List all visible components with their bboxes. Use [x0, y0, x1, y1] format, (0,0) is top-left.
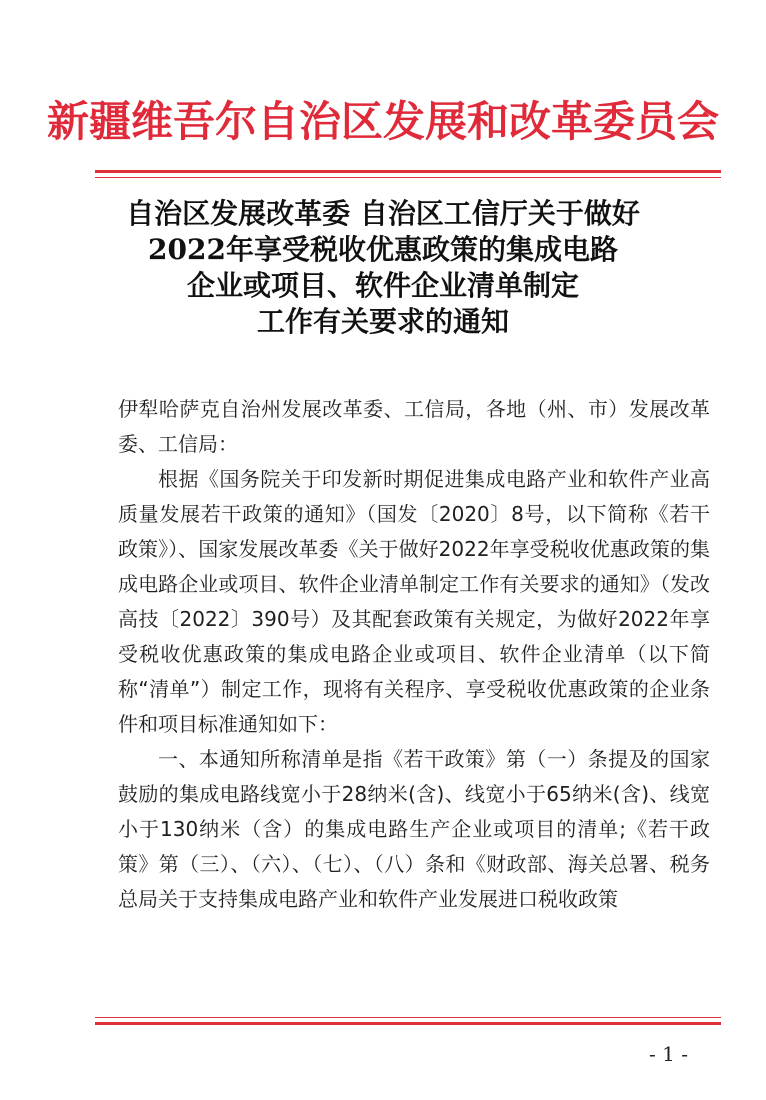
- salutation: 伊犁哈萨克自治州发展改革委、工信局，各地（州、市）发展改革委、工信局：: [118, 397, 710, 456]
- letterhead-rule-thin: [95, 177, 721, 178]
- footer-rule-thick: [95, 1022, 721, 1025]
- footer-rule-thin: [95, 1017, 721, 1018]
- document-title: [0, 196, 766, 340]
- title-line: 2022年享受税收优惠政策的集成电路: [148, 233, 618, 266]
- letterhead-rule-thick: [95, 170, 721, 173]
- title-line: 企业或项目、软件企业清单制定: [186, 269, 579, 302]
- body-paragraph: 一、本通知所称清单是指《若干政策》第（一）条提及的国家鼓励的集成电路线宽小于28纳米(含)、线宽小于65纳米(含)、线宽小于130纳米（含）的集成电路生产企业或项目的清单;《若干政策》第（三）、（六）、（七）、（八）条和《财政部、海关总署、税务总局关于支持集成电路产业和软件产业发展进口税收政策: [118, 747, 710, 911]
- title-line: 工作有关要求的通知: [256, 305, 509, 338]
- page-number: - 1 -: [649, 1042, 688, 1066]
- title-line: 自治区发展改革委 自治区工信厅关于做好: [126, 197, 640, 230]
- letterhead-title: 新疆维吾尔自治区发展和改革委员会: [46, 97, 719, 146]
- body-paragraph: 根据《国务院关于印发新时期促进集成电路产业和软件产业高质量发展若干政策的通知》（国发〔2020〕8号，以下简称《若干政策》）、国家发展改革委《关于做好2022年享受税收优惠政策的集成电路企业或项目、软件企业清单制定工作有关要求的通知》（发改高技〔2022〕390号）及其配套政策有关规定，为做好2022年享受税收优惠政策的集成电路企业或项目、软件企业清单（以下简称“清单”）制定工作，现将有关程序、享受税收优惠政策的企业条件和项目标准通知如下：: [118, 467, 710, 736]
- document-body: [118, 392, 710, 917]
